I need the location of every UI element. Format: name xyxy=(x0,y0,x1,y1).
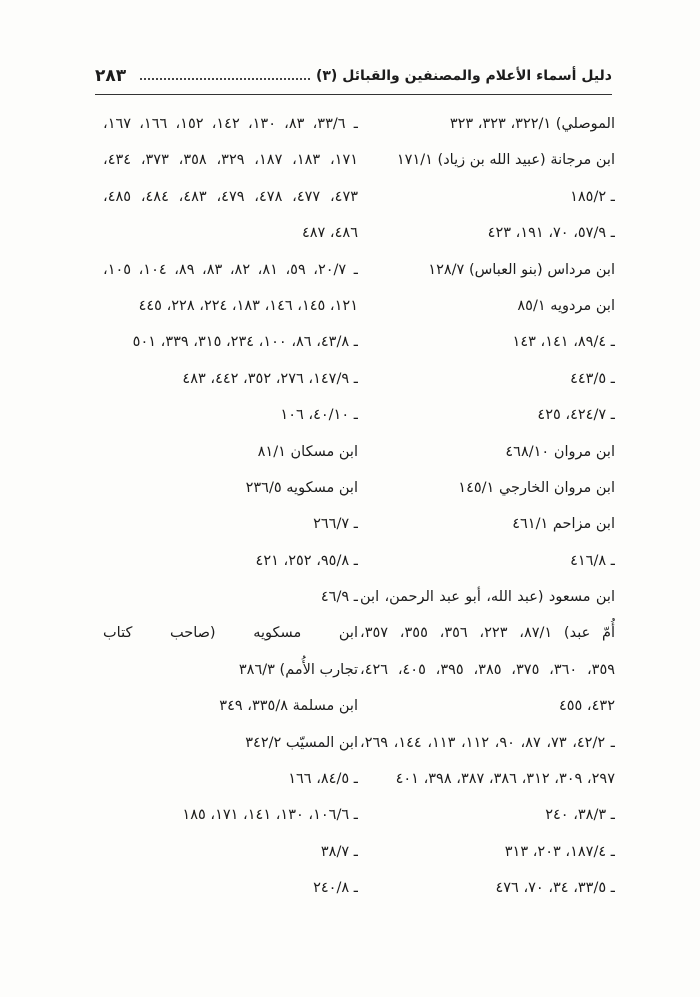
running-title: دليل أسماء الأعلام والمصنفين والقبائل (٣) xyxy=(315,68,612,84)
index-line: ـ ٤٢٤/٧، ٤٢٥ xyxy=(537,407,615,424)
index-line: ابن المسيّب ٣٤٢/٢ xyxy=(245,734,358,751)
index-line: ابن مروان ٤٦٨/١٠ xyxy=(505,443,615,460)
index-line: ـ ٣٣/٥، ٣٤، ٧٠، ٤٧٦ xyxy=(495,880,615,897)
index-line: ـ ٨٩/٤، ١٤١، ١٤٣ xyxy=(512,334,615,351)
page-number: ٢٨٣ xyxy=(95,66,127,86)
running-header xyxy=(95,58,612,95)
index-line: ـ ١٨٧/٤، ٢٠٣، ٣١٣ xyxy=(504,843,615,860)
index-line: ابن مرداس (بنو العباس) ١٢٨/٧ xyxy=(428,261,615,278)
index-line: ابن مزاحم ٤٦١/١ xyxy=(512,516,615,533)
index-line: ـ ٤٢/٢، ٧٣، ٨٧، ٩٠، ١١٢، ١١٣، ١٤٤، ٢٦٩، xyxy=(360,734,615,751)
index-line: ـ ٤٦/٩ xyxy=(320,589,358,606)
index-line: ٤٣٢، ٤٥٥ xyxy=(558,698,615,715)
index-line: ـ ٤١٦/٨ xyxy=(570,552,615,569)
index-line: ـ ١٨٥/٢ xyxy=(570,188,615,205)
index-line: ـ ٣٣/٦، ٨٣، ١٣٠، ١٤٢، ١٥٢، ١٦٦، ١٦٧، xyxy=(103,116,358,132)
index-line: ـ ٣٨/٧ xyxy=(320,843,358,860)
index-line: ابن مرجانة (عبيد الله بن زياد) ١٧١/١ xyxy=(396,152,615,169)
index-column-right xyxy=(360,106,615,907)
index-line: ٢٩٧، ٣٠٩، ٣١٢، ٣٨٦، ٣٨٧، ٣٩٨، ٤٠١ xyxy=(395,771,615,788)
index-line: ابن مردويه ٨٥/١ xyxy=(517,297,615,314)
index-line: ـ ٩٥/٨، ٢٥٢، ٤٢١ xyxy=(255,552,358,569)
header-dot-leader xyxy=(140,78,310,80)
index-line: ـ ٣٨/٣، ٢٤٠ xyxy=(545,807,615,824)
index-column-left xyxy=(103,106,358,907)
index-line: ابن مسلمة ٣٣٥/٨، ٣٤٩ xyxy=(219,698,358,715)
index-line: أُمّ عبد) ٨٧/١، ٢٢٣، ٣٥٦، ٣٥٥، ٣٥٧، xyxy=(360,625,615,642)
index-line: الموصلي) ٣٢٢/١، ٣٢٣، ٣٢٣ xyxy=(449,116,615,132)
index-line: ٤٧٣، ٤٧٧، ٤٧٨، ٤٧٩، ٤٨٣، ٤٨٤، ٤٨٥، xyxy=(103,188,358,205)
index-line: ـ ٥٧/٩، ٧٠، ١٩١، ٤٢٣ xyxy=(487,225,615,242)
index-line: ١٧١، ١٨٣، ١٨٧، ٣٢٩، ٣٥٨، ٣٧٣، ٤٣٤، xyxy=(103,152,358,169)
index-line: ـ ٨٤/٥، ١٦٦ xyxy=(288,771,358,788)
index-line: ـ ٢٠/٧، ٥٩، ٨١، ٨٢، ٨٣، ٨٩، ١٠٤، ١٠٥، xyxy=(103,261,358,278)
index-line: ١٢١، ١٤٥، ١٤٦، ١٨٣، ٢٢٤، ٢٢٨، ٤٤٥ xyxy=(138,297,358,314)
index-line: ابن مسكويه ٢٣٦/٥ xyxy=(245,479,358,496)
index-line: تجارب الأُمم) ٣٨٦/٣ xyxy=(238,661,358,678)
index-line: ـ ٢٦٦/٧ xyxy=(313,516,358,533)
index-line: ٣٥٩، ٣٦٠، ٣٧٥، ٣٨٥، ٣٩٥، ٤٠٥، ٤٢٦، xyxy=(360,661,615,678)
index-line: ابن مروان الخارجي ١٤٥/١ xyxy=(458,479,615,496)
index-line: ـ ١٠٦/٦، ١٣٠، ١٤١، ١٧١، ١٨٥ xyxy=(182,807,358,824)
index-line: ـ ١٤٧/٩، ٢٧٦، ٣٥٢، ٤٤٢، ٤٨٣ xyxy=(182,370,358,387)
index-line: ابن مسكان ٨١/١ xyxy=(257,443,358,460)
index-line: ـ ٤٠/١٠، ١٠٦ xyxy=(280,407,358,424)
index-line: ٤٨٦، ٤٨٧ xyxy=(301,225,358,242)
index-line: ـ ٢٤٠/٨ xyxy=(313,880,358,897)
index-line: ابن مسعود (عبد الله، أبو عبد الرحمن، ابن xyxy=(360,589,615,606)
index-line: ـ ٤٣/٨، ٨٦، ١٠٠، ٢٣٤، ٣١٥، ٣٣٩، ٥٠١ xyxy=(132,334,358,351)
index-line: ابن مسكويه (صاحب كتاب xyxy=(103,625,358,642)
index-line: ـ ٤٤٣/٥ xyxy=(570,370,615,387)
